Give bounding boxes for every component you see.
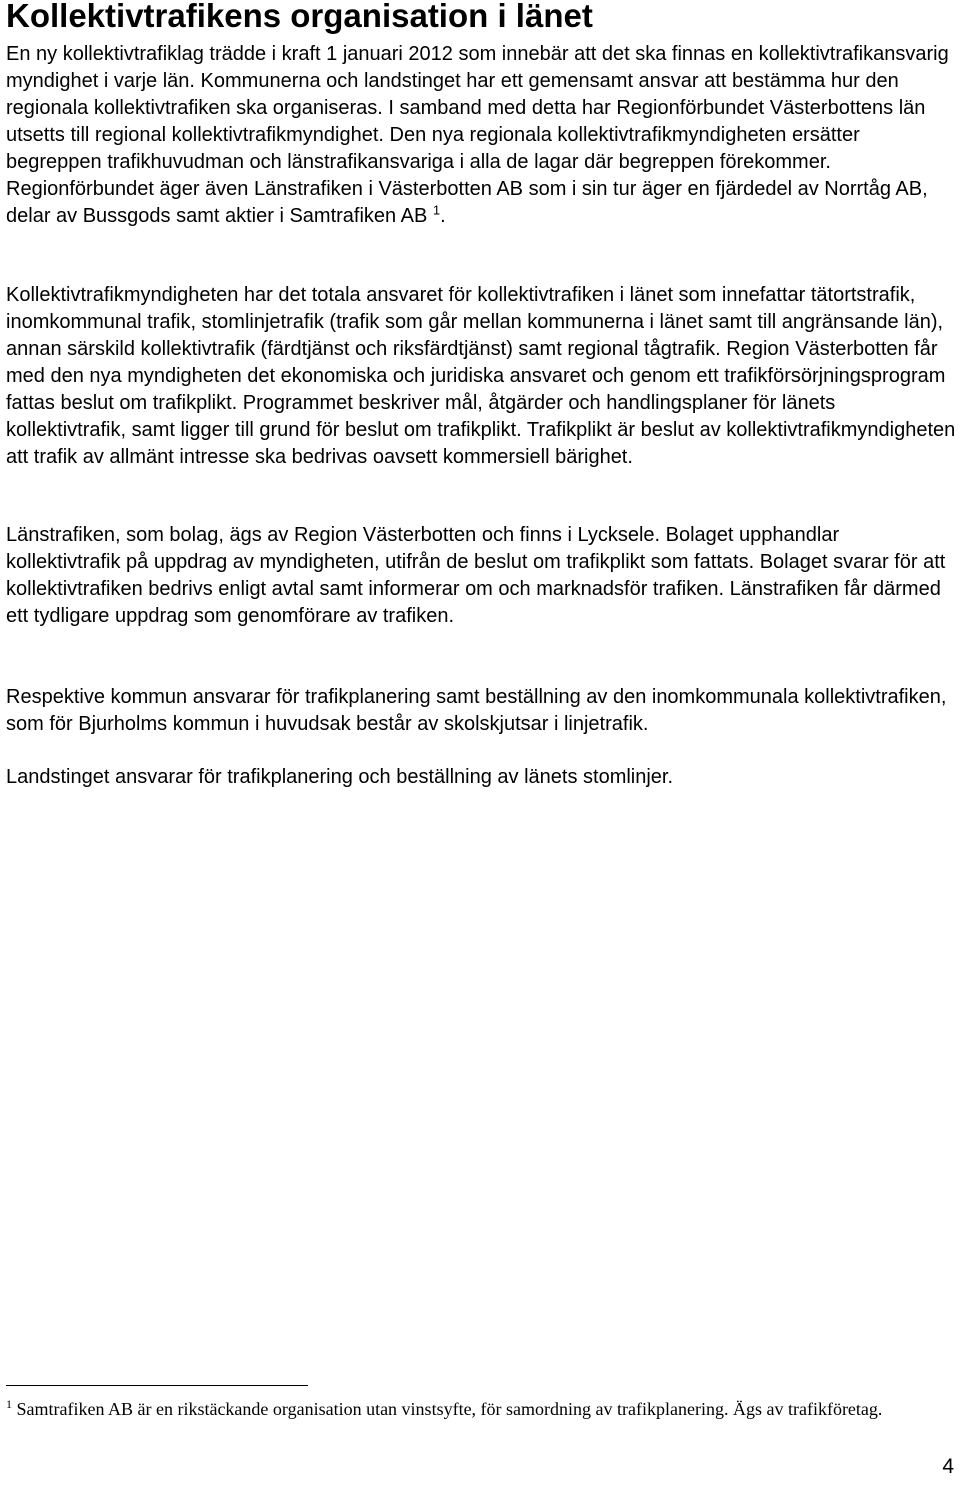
paragraph-organisation [6,41,956,230]
paragraph-lanstrafiken: Länstrafiken, som bolag, ägs av Region Västerbotten och finns i Lycksele. Bolaget upphandlar kollektivtrafik på uppdrag av myndigheten, utifrån de beslut om trafikplikt som fattats. Bolaget svarar för att kollektivtrafiken bedrivs enligt avtal samt informerar om och marknadsför trafiken. Länstrafiken får därmed ett tydligare uppdrag som genomförare av trafiken. [6,524,946,627]
footnote-text: Samtrafiken AB är en rikstäckande organisation utan vinstsyfte, för samordning av trafikplanering. Ägs av trafikföretag. [12,1399,883,1419]
footnote [6,1396,936,1422]
paragraph-landstinget: Landstinget ansvarar för trafikplanering och beställning av länets stomlinjer. [6,766,674,788]
footnote-separator [6,1385,308,1386]
footnote-reference: 1 [432,202,441,218]
paragraph-organisation-text: En ny kollektivtrafiklag trädde i kraft 1 januari 2012 som innebär att det ska finnas en kollektivtrafikansvarig myndighet i varje län. Kommunerna och landstinget har ett gemensamt ansvar att bestämma hur den regionala kollektivtrafiken ska organiseras. I samband med detta har Regionförbundet Västerbottens län utsetts till regional kollektivtrafikmyndighet. Den nya regionala kollektivtrafikmyndigheten ersätter begreppen trafikhuvudman och länstrafikansvariga i alla de lagar där begreppen förekommer. Regionförbundet äger även Länstrafiken i Västerbotten AB som i sin tur äger en fjärdedel av Norrtåg AB, delar av Bussgods samt aktier i Samtrafiken AB [6,43,949,227]
page-number: 4 [942,1455,954,1478]
paragraph-kollektivtrafikmyndigheten: Kollektivtrafikmyndigheten har det totala ansvaret för kollektivtrafiken i länet som innefattar tätortstrafik, inomkommunal trafik, stomlinjetrafik (trafik som går mellan kommunerna i länet samt till angränsande län), annan särskild kollektivtrafik (färdtjänst och riksfärdtjänst) samt regional tågtrafik. Region Västerbotten får med den nya myndigheten det ekonomiska och juridiska ansvaret och genom ett trafikförsörjningsprogram fattas beslut om trafikplikt. Programmet beskriver mål, åtgärder och handlingsplaner för länets kollektivtrafik, samt ligger till grund för beslut om trafikplikt. Trafikplikt är beslut av kollektivtrafikmyndigheten att trafik av allmänt intresse ska bedrivas oavsett kommersiell bärighet. [6,284,956,468]
footnote-number: 1 [6,1397,12,1411]
paragraph-end-punctuation: . [440,205,446,227]
paragraph-kommun: Respektive kommun ansvarar för trafikplanering samt beställning av den inomkommunala kollektivtrafiken, som för Bjurholms kommun i huvudsak består av skolskjutsar i linjetrafik. [6,686,947,735]
page-title: Kollektivtrafikens organisation i länet [6,0,593,34]
